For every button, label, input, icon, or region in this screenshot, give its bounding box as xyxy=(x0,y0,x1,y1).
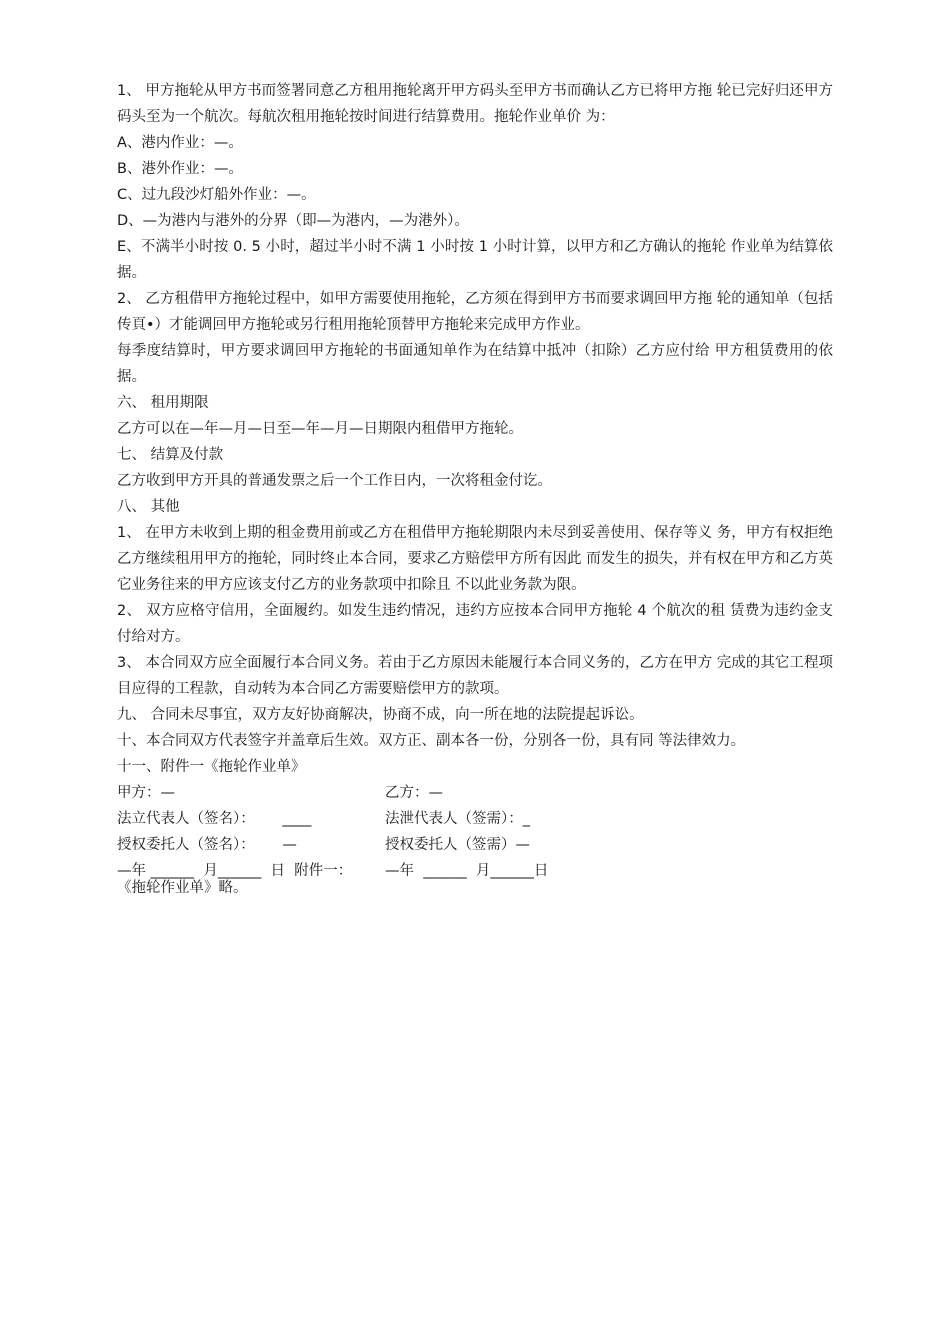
section-7-heading: 七、 结算及付款 xyxy=(117,447,224,463)
section-6-heading: 六、 租用期限 xyxy=(117,395,209,411)
section-7-text: 乙方收到甲方开具的普通发票之后一个工作日内，一次将租金付讫。 xyxy=(117,473,552,489)
date-b-field: —年 ______ 月______日 xyxy=(385,863,549,879)
section-11-text: 十一、附件一《拖轮作业单》 xyxy=(117,759,306,775)
date-a-field: —年 ______ 月______ 日 附件一： xyxy=(117,863,353,879)
section-6-text: 乙方可以在—年—月—日至—年—月—日期限内租借甲方拖轮。 xyxy=(117,421,523,437)
section-9-text: 九、 合同未尽事宜，双方友好协商解决，协商不成，向一所在地的法院提起诉讼。 xyxy=(117,707,644,723)
item-b-harbor-outer: B、港外作业：—。 xyxy=(117,161,243,177)
section-8-heading: 八、 其他 xyxy=(117,499,180,515)
item-d-boundary: D、—为港内与港外的分界（即—为港内，—为港外）。 xyxy=(117,213,469,229)
signature-row-parties xyxy=(117,780,833,806)
item-c-beyond-lightship: C、过九段沙灯船外作业：—。 xyxy=(117,187,316,203)
signature-row-legal-rep xyxy=(117,806,833,832)
party-b-label: 乙方：— xyxy=(385,785,443,801)
agent-b-field: 授权委托人（签需）— xyxy=(385,837,530,853)
party-a-label: 甲方：— xyxy=(117,785,175,801)
contract-body xyxy=(117,78,833,898)
attachment-note: 《拖轮作业单》略。 xyxy=(117,880,248,896)
legal-rep-b-field: 法泄代表人（签需）：_ xyxy=(385,811,530,827)
section-8-clause-3: 3、 本合同双方应全面履行本合同义务。若由于乙方原因未能履行本合同义务的，乙方在甲方 完成的其它工程项目应得的工程款，自动转为本合同乙方需要赔偿甲方的款项。 xyxy=(117,655,833,697)
clause-2-recall: 2、 乙方租借甲方拖轮过程中，如甲方需要使用拖轮，乙方须在得到甲方书而要求调回甲方拖 轮的通知单（包括传頁•）才能调回甲方拖轮或另行租用拖轮顶替甲方拖轮来完成甲方作业。 xyxy=(117,291,833,333)
signature-row-agent xyxy=(117,832,833,858)
signature-row-date xyxy=(117,858,833,884)
clause-1-voyage-definition: 1、 甲方拖轮从甲方书而签署同意乙方租用拖轮离开甲方码头至甲方书而确认乙方已将甲方拖 轮已完好归还甲方码头至为一个航次。每航次租用拖轮按时间进行结算费用。拖轮作业单价 为： xyxy=(117,83,833,125)
agent-a-field: 授权委托人（签名）： — xyxy=(117,837,297,853)
item-e-time-billing: E、不满半小时按 0. 5 小时，超过半小时不满 1 小时按 1 小时计算，以甲方和乙方确认的拖轮 作业单为结算依据。 xyxy=(117,239,833,281)
section-8-clause-1: 1、 在甲方未收到上期的租金费用前或乙方在租借甲方拖轮期限内未尽到妥善使用、保存等义 务，甲方有权拒绝乙方继续租用甲方的拖轮，同时终止本合同，要求乙方赔偿甲方所有因此 而发生的损失，并有权在甲方和乙方英它业务往来的甲方应该支付乙方的业务款项中扣除且 不以此业务款为限。 xyxy=(117,525,833,593)
section-8-clause-2: 2、 双方应格守信用，全面履约。如发生违约情况，违约方应按本合同甲方拖轮 4 个航次的租 赁费为违约金支付给对方。 xyxy=(117,603,833,645)
item-a-harbor-inner: A、港内作业：—。 xyxy=(117,135,243,151)
section-10-text: 十、本合同双方代表签字并盖章后生效。双方正、副本各一份，分别各一份，具有同 等法律效力。 xyxy=(117,733,746,749)
quarterly-settlement-text: 每季度结算时，甲方要求调回甲方拖轮的书面通知单作为在结算中抵冲（扣除）乙方应付给 甲方租赁费用的依据。 xyxy=(117,343,833,385)
legal-rep-a-field: 法立代表人（签名）： ____ xyxy=(117,811,312,827)
